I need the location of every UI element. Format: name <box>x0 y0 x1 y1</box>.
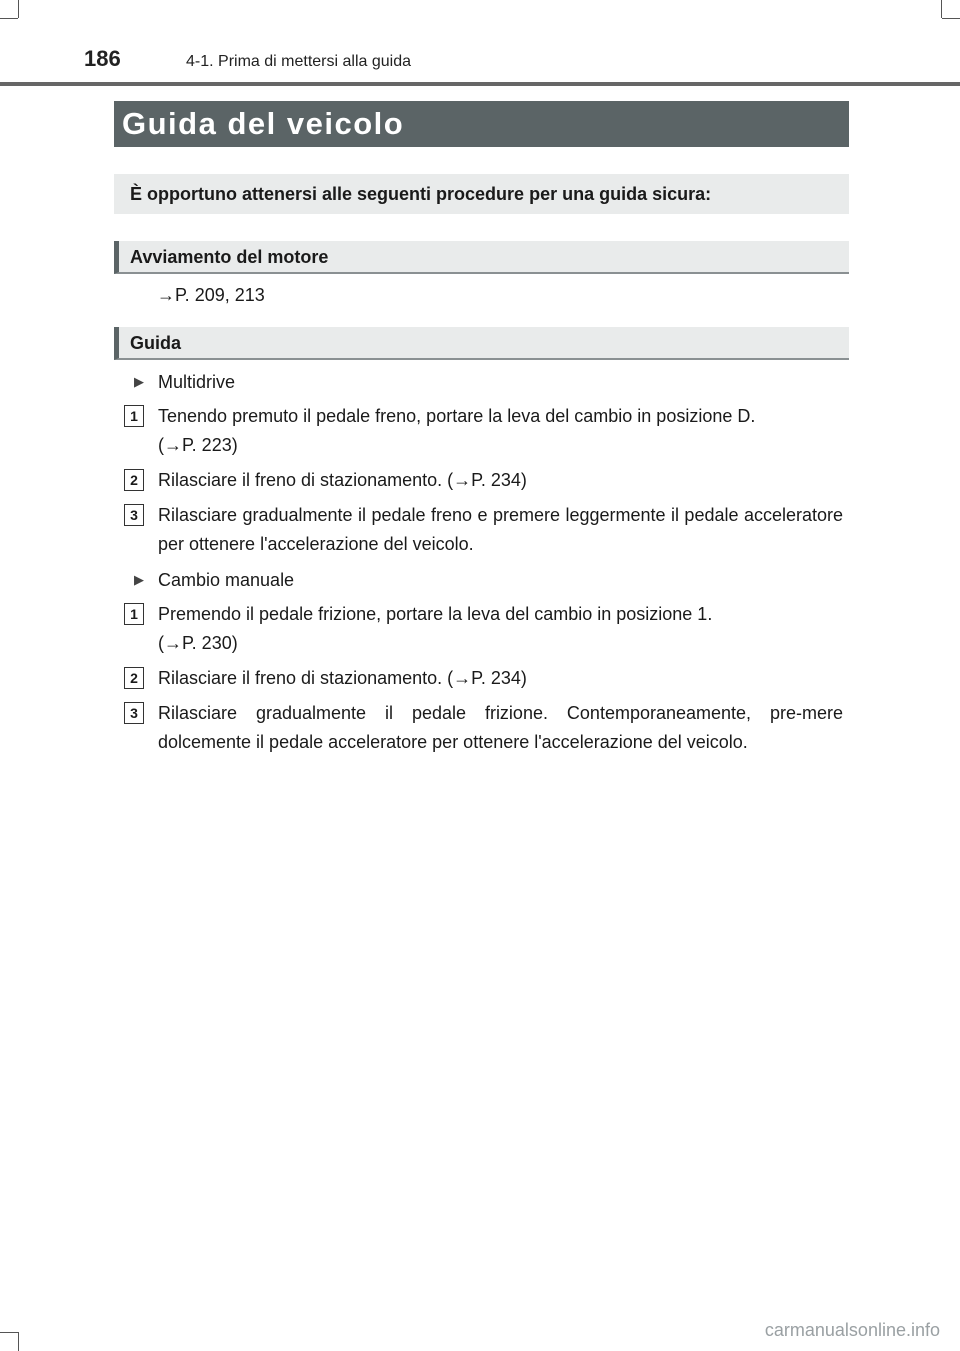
watermark: carmanualsonline.info <box>764 1320 940 1340</box>
section-heading-engine-start: Avviamento del motore <box>114 241 849 274</box>
step-text: Rilasciare gradualmente il pedale freno e premere leggermente il pedale acceleratore per ottenere l'accelerazione del veicolo. <box>158 505 843 554</box>
subsection-label: Cambio manuale <box>158 570 295 590</box>
step-text: Rilasciare il freno di stazionamento. (→P. 234) <box>158 668 527 688</box>
step-text: Rilasciare gradualmente il pedale frizione. Contemporaneamente, pre-mere dolcemente il pedale acceleratore per ottenere l'accelerazione del veicolo. <box>158 703 843 752</box>
crop-mark <box>942 18 960 19</box>
intro-text: È opportuno attenersi alle seguenti procedure per una guida sicura: <box>114 174 849 214</box>
step-text-main: Tenendo premuto il pedale freno, portare la leva del cambio in posizione D. <box>158 406 756 426</box>
step-number: 2 <box>124 469 144 491</box>
step-text: Rilasciare il freno di stazionamento. (→P. 234) <box>158 470 527 490</box>
step-text-ref: (→P. 230) <box>158 632 238 653</box>
triangle-bullet-icon: ▶ <box>134 572 144 587</box>
page-number: 186 <box>84 46 121 71</box>
page-reference: →P. 209, 213 <box>157 285 265 305</box>
step-number: 1 <box>124 603 144 625</box>
subsection-multidrive <box>134 368 235 396</box>
subsection-label: Multidrive <box>158 372 236 392</box>
step-number: 3 <box>124 702 144 724</box>
step-number: 2 <box>124 667 144 689</box>
subsection-manual <box>134 566 294 594</box>
step-text <box>158 402 843 459</box>
chapter-title: 4-1. Prima di mettersi alla guida <box>186 53 411 70</box>
crop-mark <box>941 0 942 18</box>
step-text <box>158 600 843 657</box>
step-text-main: Premendo il pedale frizione, portare la leva del cambio in posizione 1. <box>158 604 713 624</box>
header-rule <box>0 82 960 86</box>
crop-mark <box>0 18 18 19</box>
page-header <box>0 40 960 86</box>
triangle-bullet-icon: ▶ <box>134 374 144 389</box>
page-title: Guida del veicolo <box>114 101 849 147</box>
step-number: 3 <box>124 504 144 526</box>
crop-mark <box>18 0 19 18</box>
crop-mark <box>18 1332 19 1351</box>
step-text-ref: (→P. 223) <box>158 434 238 455</box>
crop-mark <box>0 1332 18 1333</box>
section-heading-driving: Guida <box>114 327 849 360</box>
step-number: 1 <box>124 405 144 427</box>
